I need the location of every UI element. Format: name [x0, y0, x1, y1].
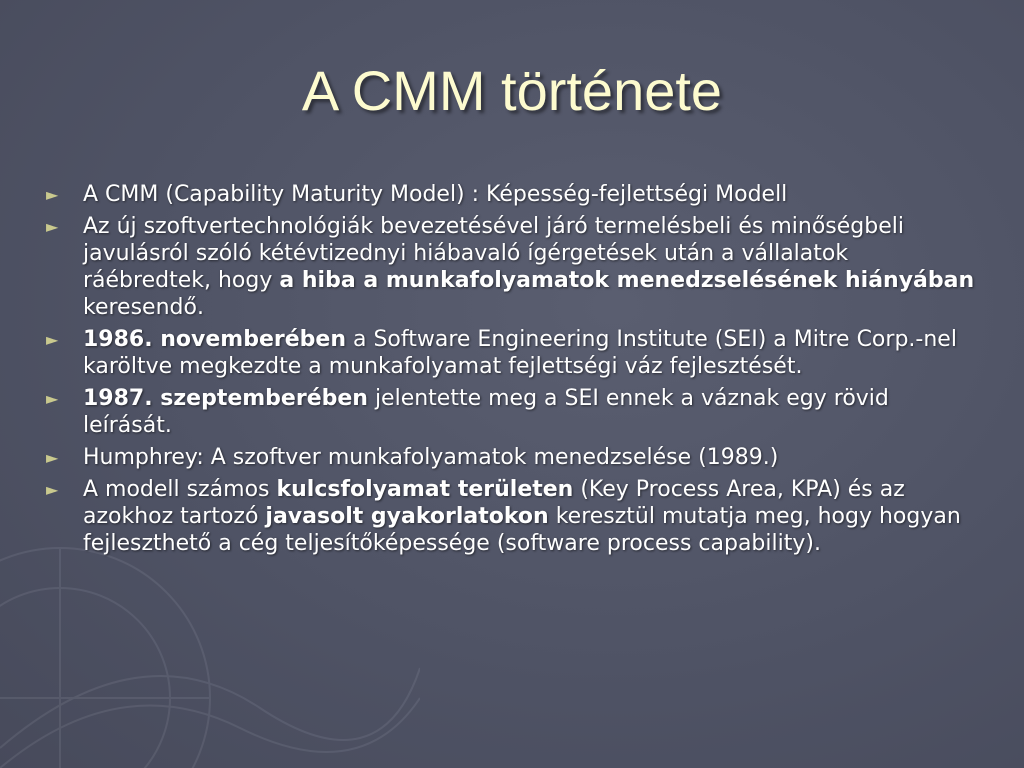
triangle-bullet-icon: ► — [46, 480, 59, 499]
triangle-bullet-icon: ► — [46, 217, 59, 236]
bullet-text-part: Az új szoftvertechnológiák bevezetésével járó termelésbeli és minőségbeli javulásról szóló kétévtizednyi hiábavaló ígérgetések után a vállalatok ráébredtek, hogy — [83, 214, 904, 293]
bullet-text-bold: 1986. novemberében — [83, 327, 346, 352]
bullet-text-part: Humphrey: A szoftver munkafolyamatok menedzselése (1989.) — [83, 445, 779, 470]
bullet-text-part: jelentette meg a SEI ennek a váznak egy rövid leírását. — [83, 386, 889, 438]
bullet-text-part: A modell számos — [83, 477, 277, 502]
bullet-text-bold: kulcsfolyamat területen — [276, 477, 574, 502]
bullet-item — [46, 444, 981, 471]
triangle-bullet-icon: ► — [46, 389, 59, 408]
bullet-item — [46, 181, 981, 208]
bullet-item — [46, 476, 981, 557]
bullet-text-part: A CMM (Capability Maturity Model) : Képesség-fejlettségi Modell — [83, 182, 788, 207]
triangle-bullet-icon: ► — [46, 330, 59, 349]
bullet-text-part: keresztül mutatja meg, hogy hogyan fejleszthető a cég teljesítőképessége (software process capability). — [83, 504, 961, 556]
bullet-text-part: keresendő. — [83, 295, 204, 320]
bullet-item — [46, 385, 981, 439]
triangle-bullet-icon: ► — [46, 185, 59, 204]
bullet-text-bold: 1987. szeptemberében — [83, 386, 368, 411]
bullet-text-bold: javasolt gyakorlatokon — [265, 504, 549, 529]
triangle-bullet-icon: ► — [46, 448, 59, 467]
bullet-item — [46, 213, 981, 321]
bullet-list — [46, 181, 981, 562]
bullet-text-bold: a hiba a munkafolyamatok menedzselésének hiányában — [279, 268, 975, 293]
bullet-item — [46, 326, 981, 380]
bullet-text-part: a Software Engineering Institute (SEI) a Mitre Corp.-nel karöltve megkezdte a munkafolyamat fejlettségi váz fejlesztését. — [83, 327, 957, 379]
bullet-text-part: (Key Process Area, KPA) és az azokhoz tartozó — [83, 477, 905, 529]
slide-title: A CMM története — [301, 59, 723, 122]
